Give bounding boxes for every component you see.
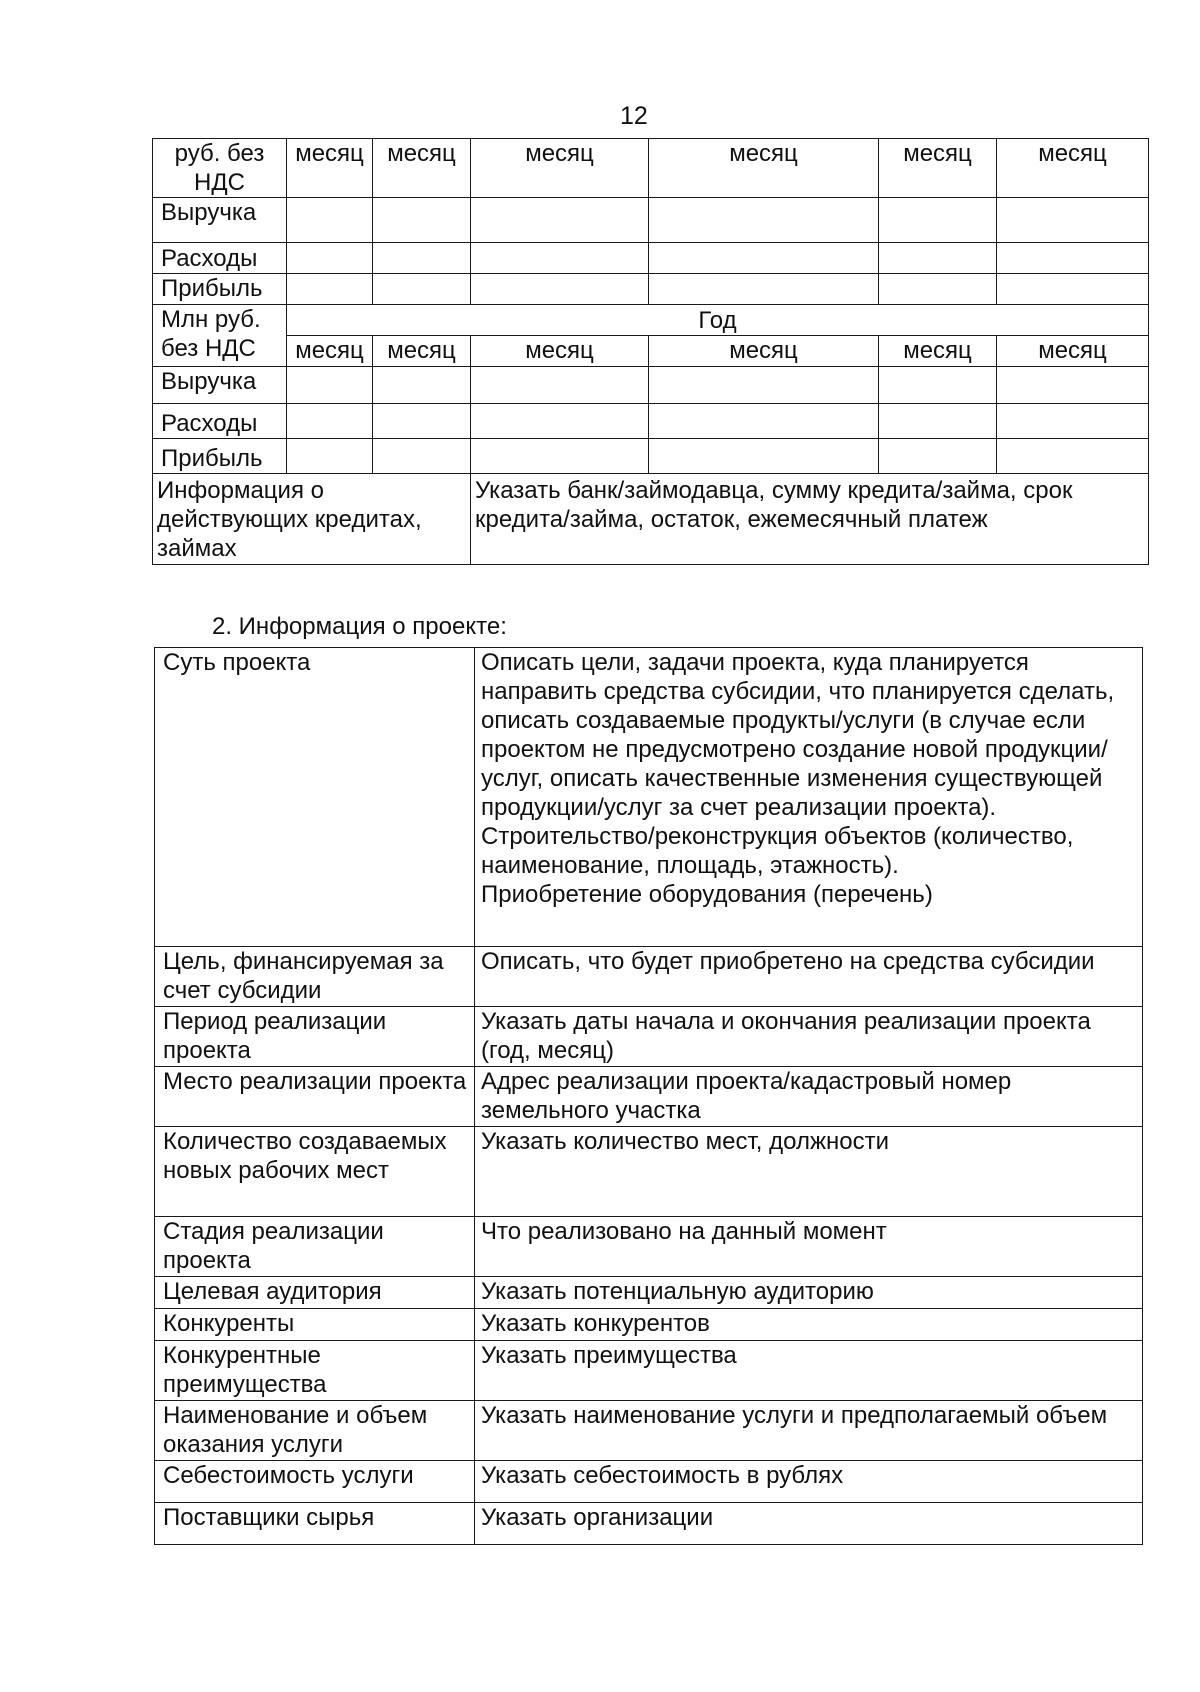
project-row (155, 1503, 1143, 1545)
project-row (155, 648, 1143, 947)
month-header: месяц (287, 139, 373, 198)
value-cell (471, 198, 649, 243)
project-essence-line: Описать цели, задачи проекта, куда планируется направить средства субсидии, что планируется сделать, описать создаваемые продукты/услуги (в случае если проектом не предусмотрено создание новой продукции/услуг, описать качественные изменения существующей продукции/услуг за счет реализации проекта). (481, 649, 1115, 821)
fin-row-expenses (153, 243, 1149, 274)
row-label: Расходы (153, 243, 287, 274)
project-essence-line: Строительство/реконструкция объектов (количество, наименование, площадь, этажность). (481, 823, 1074, 879)
project-row (155, 1067, 1143, 1127)
project-row-label: Наименование и объем оказания услуги (155, 1401, 475, 1461)
value-cell (471, 243, 649, 274)
fin-month-row (153, 336, 1149, 367)
project-row-label: Место реализации проекта (155, 1067, 475, 1127)
fin-row-profit (153, 439, 1149, 474)
value-cell (373, 198, 471, 243)
value-cell (373, 404, 471, 439)
project-row-value: Указать потенциальную аудиторию (475, 1277, 1143, 1309)
value-cell (649, 274, 879, 305)
project-row-value: Что реализовано на данный момент (475, 1217, 1143, 1277)
value-cell (997, 243, 1149, 274)
value-cell (649, 198, 879, 243)
value-cell (471, 404, 649, 439)
value-cell (287, 439, 373, 474)
project-row-label: Стадия реализации проекта (155, 1217, 475, 1277)
value-cell (373, 439, 471, 474)
project-info-table (154, 647, 1143, 1545)
page-number: 12 (620, 102, 648, 130)
value-cell (287, 274, 373, 305)
project-essence-value (475, 648, 1143, 947)
fin-row-profit (153, 274, 1149, 305)
project-row-value: Указать себестоимость в рублях (475, 1461, 1143, 1503)
value-cell (373, 367, 471, 404)
value-cell (879, 367, 997, 404)
fin-row-loans (153, 474, 1149, 565)
value-cell (649, 367, 879, 404)
project-row (155, 1461, 1143, 1503)
project-row (155, 947, 1143, 1007)
month-header: месяц (649, 139, 879, 198)
loans-value: Указать банк/займодавца, сумму кредита/займа, срок кредита/займа, остаток, ежемесячный платеж (471, 474, 1149, 565)
project-essence-line: Приобретение оборудования (перечень) (481, 881, 933, 908)
project-row-label: Конкурентные преимущества (155, 1341, 475, 1401)
month-header: месяц (287, 336, 373, 367)
project-row-label: Поставщики сырья (155, 1503, 475, 1545)
project-row (155, 1277, 1143, 1309)
value-cell (879, 243, 997, 274)
project-row (155, 1127, 1143, 1217)
project-row (155, 1309, 1143, 1341)
project-row (155, 1007, 1143, 1067)
project-row-value: Указать наименование услуги и предполагаемый объем (475, 1401, 1143, 1461)
project-row-value: Адрес реализации проекта/кадастровый номер земельного участка (475, 1067, 1143, 1127)
value-cell (879, 439, 997, 474)
value-cell (287, 404, 373, 439)
value-cell (649, 243, 879, 274)
value-cell (997, 439, 1149, 474)
section-2-heading: 2. Информация о проекте: (212, 613, 507, 640)
project-row (155, 1341, 1143, 1401)
value-cell (997, 198, 1149, 243)
row-label: Расходы (153, 404, 287, 439)
project-row-value: Указать конкурентов (475, 1309, 1143, 1341)
project-row-value: Описать, что будет приобретено на средства субсидии (475, 947, 1143, 1007)
fin-second-header-label: Млн руб. без НДС (153, 305, 287, 367)
project-row-label: Себестоимость услуги (155, 1461, 475, 1503)
fin-header-label: руб. без НДС (153, 139, 287, 198)
value-cell (287, 198, 373, 243)
value-cell (879, 198, 997, 243)
fin-header-row (153, 139, 1149, 198)
fin-row-revenue (153, 367, 1149, 404)
month-header: месяц (879, 139, 997, 198)
project-row (155, 1217, 1143, 1277)
month-header: месяц (471, 336, 649, 367)
project-row-label: Конкуренты (155, 1309, 475, 1341)
value-cell (879, 404, 997, 439)
project-row-value: Указать организации (475, 1503, 1143, 1545)
value-cell (287, 243, 373, 274)
row-label: Выручка (153, 198, 287, 243)
value-cell (471, 274, 649, 305)
project-row-value: Указать преимущества (475, 1341, 1143, 1401)
month-header: месяц (997, 336, 1149, 367)
value-cell (649, 439, 879, 474)
value-cell (287, 367, 373, 404)
month-header: месяц (649, 336, 879, 367)
financial-table (152, 138, 1149, 565)
month-header: месяц (997, 139, 1149, 198)
value-cell (373, 243, 471, 274)
project-row-label: Цель, финансируемая за счет субсидии (155, 947, 475, 1007)
row-label: Прибыль (153, 274, 287, 305)
project-row (155, 1401, 1143, 1461)
value-cell (471, 439, 649, 474)
fin-year-row (153, 305, 1149, 336)
value-cell (471, 367, 649, 404)
month-header: месяц (471, 139, 649, 198)
month-header: месяц (373, 336, 471, 367)
value-cell (879, 274, 997, 305)
value-cell (649, 404, 879, 439)
project-row-value: Указать количество мест, должности (475, 1127, 1143, 1217)
project-row-label: Период реализации проекта (155, 1007, 475, 1067)
fin-row-revenue (153, 198, 1149, 243)
value-cell (373, 274, 471, 305)
project-row-label: Суть проекта (155, 648, 475, 947)
fin-row-expenses (153, 404, 1149, 439)
loans-label: Информация о действующих кредитах, займах (153, 474, 471, 565)
value-cell (997, 404, 1149, 439)
project-row-label: Количество создаваемых новых рабочих мест (155, 1127, 475, 1217)
year-header: Год (287, 305, 1149, 336)
project-row-value: Указать даты начала и окончания реализации проекта (год, месяц) (475, 1007, 1143, 1067)
value-cell (997, 274, 1149, 305)
row-label: Прибыль (153, 439, 287, 474)
month-header: месяц (373, 139, 471, 198)
project-row-label: Целевая аудитория (155, 1277, 475, 1309)
row-label: Выручка (153, 367, 287, 404)
month-header: месяц (879, 336, 997, 367)
value-cell (997, 367, 1149, 404)
